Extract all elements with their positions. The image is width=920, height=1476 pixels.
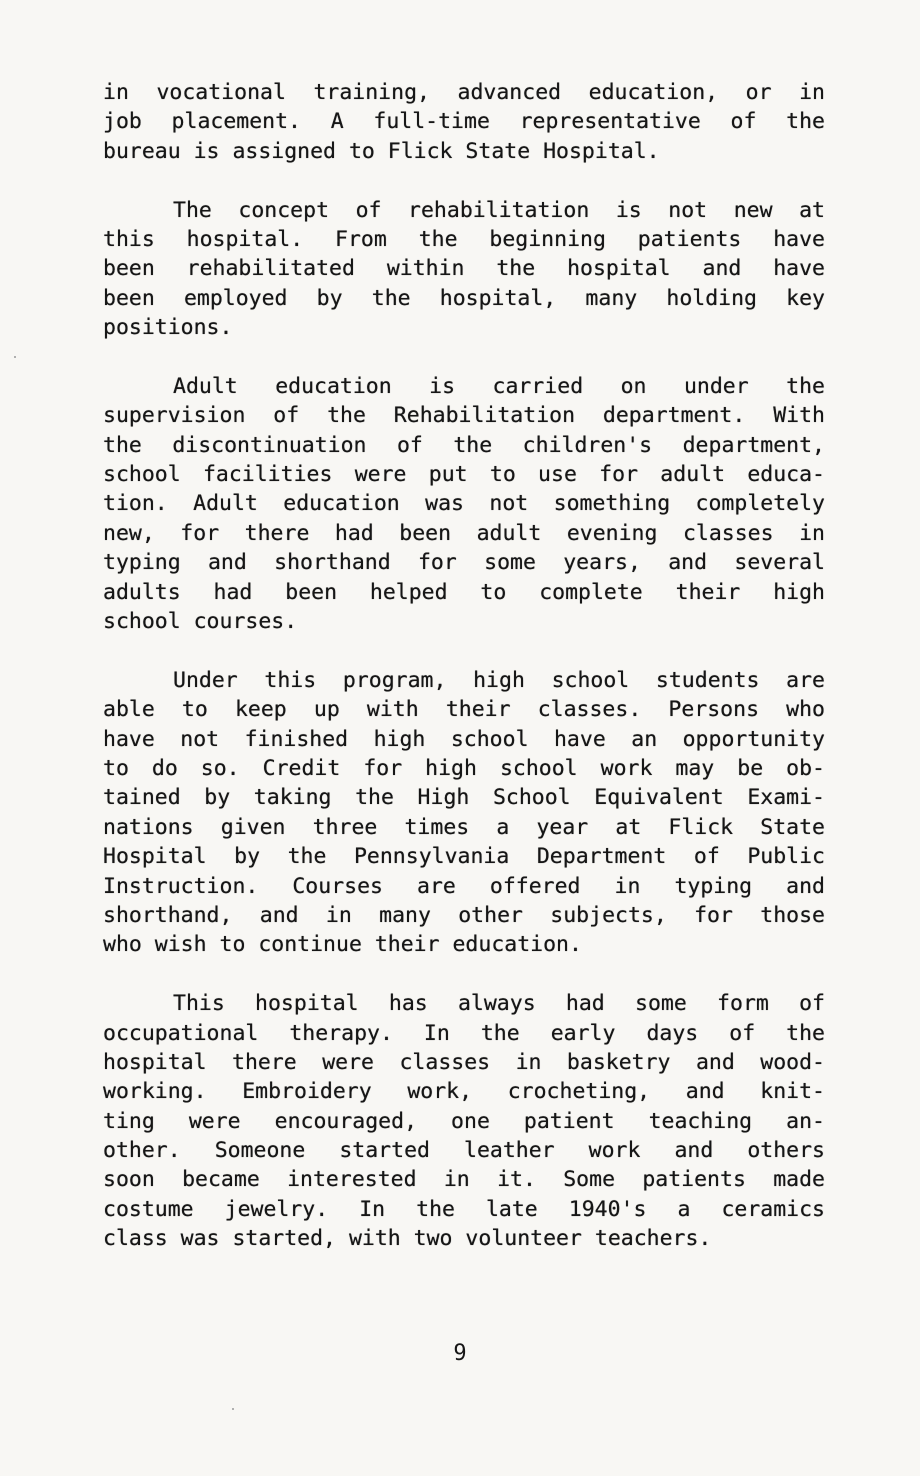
scan-speck [232,1408,234,1410]
text-line: ting were encouraged, one patient teaching an- [103,1108,825,1134]
text-line: Under this program, high school students are [173,667,825,693]
text-line: This hospital has always had some form of [173,991,825,1017]
text-line: nations given three times a year at Flick State [103,814,825,840]
text-line: class was started, with two volunteer teachers. [103,1226,712,1252]
text-line: working. Embroidery work, crocheting, and knit- [103,1079,825,1105]
text-line: bureau is assigned to Flick State Hospital. [103,138,660,164]
page-number: 9 [453,1341,467,1366]
text-line: who wish to continue their education. [103,932,582,958]
text-line: The concept of rehabilitation is not new at [173,197,825,223]
text-line: have not finished high school have an opportunity [103,726,825,752]
text-line: school courses. [103,609,298,635]
text-line: to do so. Credit for high school work may be ob- [103,755,825,781]
text-line: soon became interested in it. Some patients made [103,1167,825,1193]
text-line: able to keep up with their classes. Persons who [103,697,825,723]
text-line: Hospital by the Pennsylvania Department of Public [103,844,825,870]
text-line: this hospital. From the beginning patients have [103,226,825,252]
text-line: hospital there were classes in basketry and wood- [103,1049,825,1075]
scan-speck [14,356,16,358]
text-line: typing and shorthand for some years, and several [103,550,825,576]
text-line: shorthand, and in many other subjects, for those [103,902,825,928]
paragraph [103,196,825,343]
text-line: in vocational training, advanced education, or in [103,80,825,105]
text-line: tained by taking the High School Equivalent Exami- [103,785,825,811]
text-line: Instruction. Courses are offered in typing and [103,873,825,899]
text-line: Adult education is carried on under the [173,373,825,399]
text-line: tion. Adult education was not something completely [103,491,825,517]
paragraph [103,989,825,1254]
body-text [103,78,825,1283]
text-line: job placement. A full-time representative of the [103,109,825,135]
text-line: positions. [103,315,233,341]
paragraph [103,666,825,960]
text-line: other. Someone started leather work and others [103,1138,825,1164]
text-line: occupational therapy. In the early days of the [103,1020,825,1046]
text-line: supervision of the Rehabilitation department. With [103,403,825,429]
text-line: adults had been helped to complete their high [103,579,825,605]
text-line: school facilities were put to use for adult educa- [103,462,825,488]
text-line: new, for there had been adult evening classes in [103,520,825,546]
paragraph [103,372,825,637]
text-line: costume jewelry. In the late 1940's a ceramics [103,1196,825,1222]
text-line: the discontinuation of the children's department, [103,432,825,458]
paragraph [103,78,825,166]
text-line: been employed by the hospital, many holding key [103,285,825,311]
text-line: been rehabilitated within the hospital and have [103,256,825,282]
